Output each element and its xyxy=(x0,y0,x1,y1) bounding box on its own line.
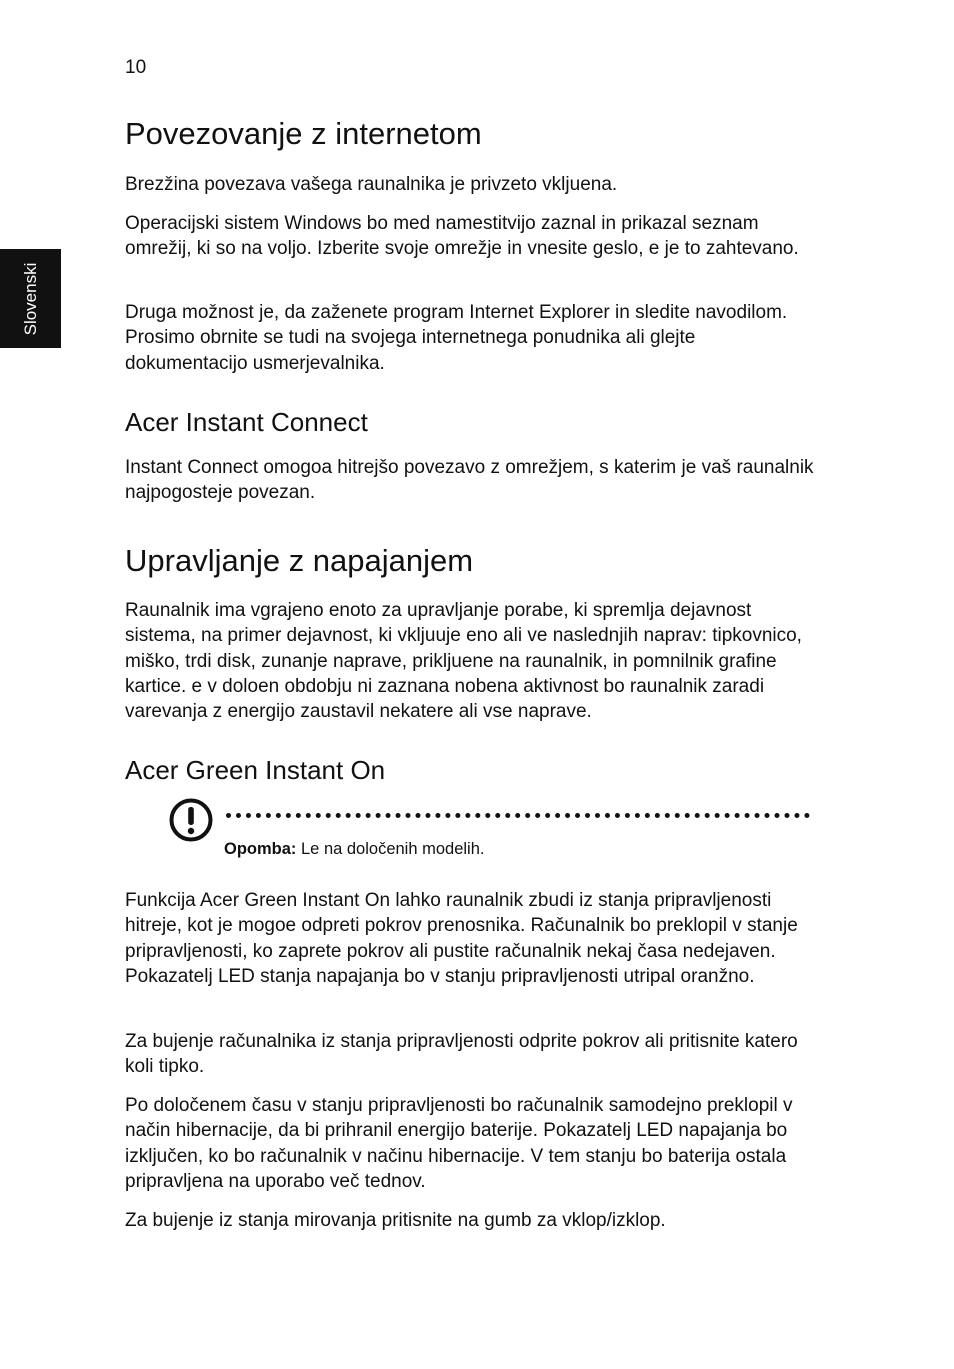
paragraph: Instant Connect omogoa hitrejšo povezavo z omrežjem, s katerim je vaš raunalnik najpogosteje povezan. xyxy=(125,457,814,504)
subsection-heading: Acer Instant Connect xyxy=(125,407,368,437)
section-heading: Upravljanje z napajanjem xyxy=(125,543,474,578)
language-tab-label: Slovenski xyxy=(20,262,40,335)
subsection-heading: Acer Green Instant On xyxy=(125,755,386,785)
note-text: Le na določenih modelih. xyxy=(296,840,485,858)
paragraph: Za bujenje računalnika iz stanja pripravljenosti odprite pokrov ali pritisnite katero koli tipko. xyxy=(125,1031,798,1078)
note-label: Opomba: xyxy=(224,840,297,858)
note-divider xyxy=(226,813,810,818)
note xyxy=(224,838,484,860)
language-tab xyxy=(0,249,61,348)
paragraph: Po določenem času v stanju pripravljenosti bo računalnik samodejno preklopil v način hibernacije, da bi prihranil energijo baterije. Pokazatelj LED napajanja bo izključen, ko bo računalnik v načinu hibernacije. V tem stanju bo baterija ostala pripravljena na uporabo več tednov. xyxy=(125,1095,793,1192)
paragraph: Za bujenje iz stanja mirovanja pritisnite na gumb za vklop/izklop. xyxy=(125,1210,666,1231)
paragraph: Raunalnik ima vgrajeno enoto za upravljanje porabe, ki spremlja dejavnost sistema, na primer dejavnost, ki vkljuuje eno ali ve naslednjih naprav: tipkovnico, miško, trdi disk, zunanje naprave, prikljuene na raunalnik, in pomnilnik grafine kartice. e v doloen obdobju ni zaznana nobena aktivnost bo raunalnik zaradi varevanja z energijo zaustavil nekatere ali vse naprave. xyxy=(125,600,802,723)
section-heading: Povezovanje z internetom xyxy=(125,116,482,151)
exclamation-icon xyxy=(168,797,214,843)
page-number: 10 xyxy=(125,57,147,78)
paragraph: Brezžina povezava vašega raunalnika je privzeto vkljuena. xyxy=(125,174,618,195)
paragraph: Druga možnost je, da zaženete program Internet Explorer in sledite navodilom. Prosimo obrnite se tudi na svojega internetnega ponudnika ali glejte dokumentacijo usmerjevalnika. xyxy=(125,302,788,374)
paragraph: Funkcija Acer Green Instant On lahko raunalnik zbudi iz stanja pripravljenosti hitreje, kot je mogoe odpreti pokrov prenosnika. Računalnik bo preklopil v stanje pripravljenosti, ko zaprete pokrov ali pustite računalnik nekaj časa nedejaven. Pokazatelj LED stanja napajanja bo v stanju pripravljenosti utripal oranžno. xyxy=(125,890,798,987)
paragraph: Operacijski sistem Windows bo med namestitvijo zaznal in prikazal seznam omrežij, ki so na voljo. Izberite svoje omrežje in vnesite geslo, e je to zahtevano. xyxy=(125,213,799,260)
